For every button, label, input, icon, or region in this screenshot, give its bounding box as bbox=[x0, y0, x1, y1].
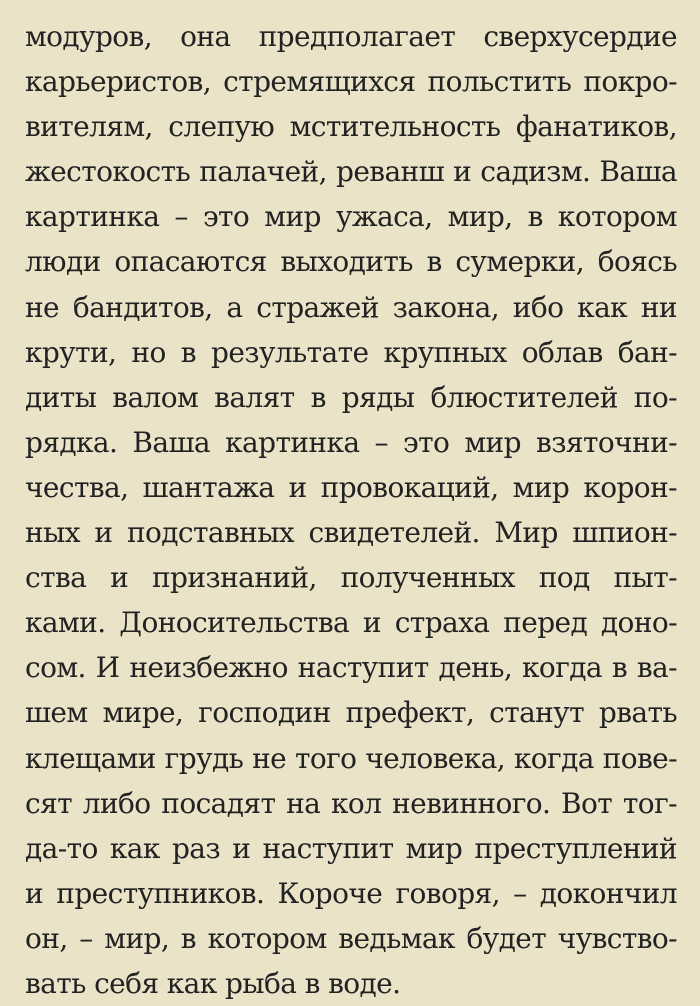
text-line: не бандитов, а стражей закона, ибо как ни bbox=[25, 290, 677, 324]
text-line: крути, но в результате крупных облав бан- bbox=[25, 335, 677, 369]
text-line: сят либо посадят на кол невинного. Вот тог- bbox=[25, 786, 677, 820]
text-line: да-то как раз и наступит мир преступлений bbox=[25, 831, 677, 865]
text-line: вителям, слепую мстительность фанатиков, bbox=[25, 110, 677, 144]
text-line: жестокость палачей, реванш и садизм. Ваша bbox=[25, 155, 677, 189]
text-line: модуров, она предполагает сверхусердие bbox=[25, 20, 677, 53]
text-line: клещами грудь не того человека, когда пове- bbox=[25, 741, 677, 775]
text-line: люди опасаются выходить в сумерки, боясь bbox=[25, 245, 677, 279]
text-line: и преступников. Короче говоря, – докончил bbox=[25, 876, 677, 910]
text-line: ками. Доносительства и страха перед доно- bbox=[25, 606, 677, 640]
text-line: рядка. Ваша картинка – это мир взяточни- bbox=[25, 425, 677, 459]
text-line: ства и признаний, полученных под пыт- bbox=[25, 561, 677, 595]
body-text bbox=[25, 14, 677, 1006]
text-line: ных и подставных свидетелей. Мир шпион- bbox=[25, 516, 677, 550]
text-line: вать себя как рыба в воде. bbox=[25, 966, 401, 1000]
text-line: картинка – это мир ужаса, мир, в котором bbox=[25, 200, 677, 234]
text-line: шем мире, господин префект, станут рвать bbox=[25, 696, 677, 730]
text-line: карьеристов, стремящихся польстить покро- bbox=[25, 65, 677, 99]
text-line: чества, шантажа и провокаций, мир корон- bbox=[25, 470, 677, 504]
text-line: диты валом валят в ряды блюстителей по- bbox=[25, 380, 677, 414]
text-line: сом. И неизбежно наступит день, когда в ва- bbox=[25, 651, 677, 685]
text-line: он, – мир, в котором ведьмак будет чувство- bbox=[25, 921, 677, 955]
